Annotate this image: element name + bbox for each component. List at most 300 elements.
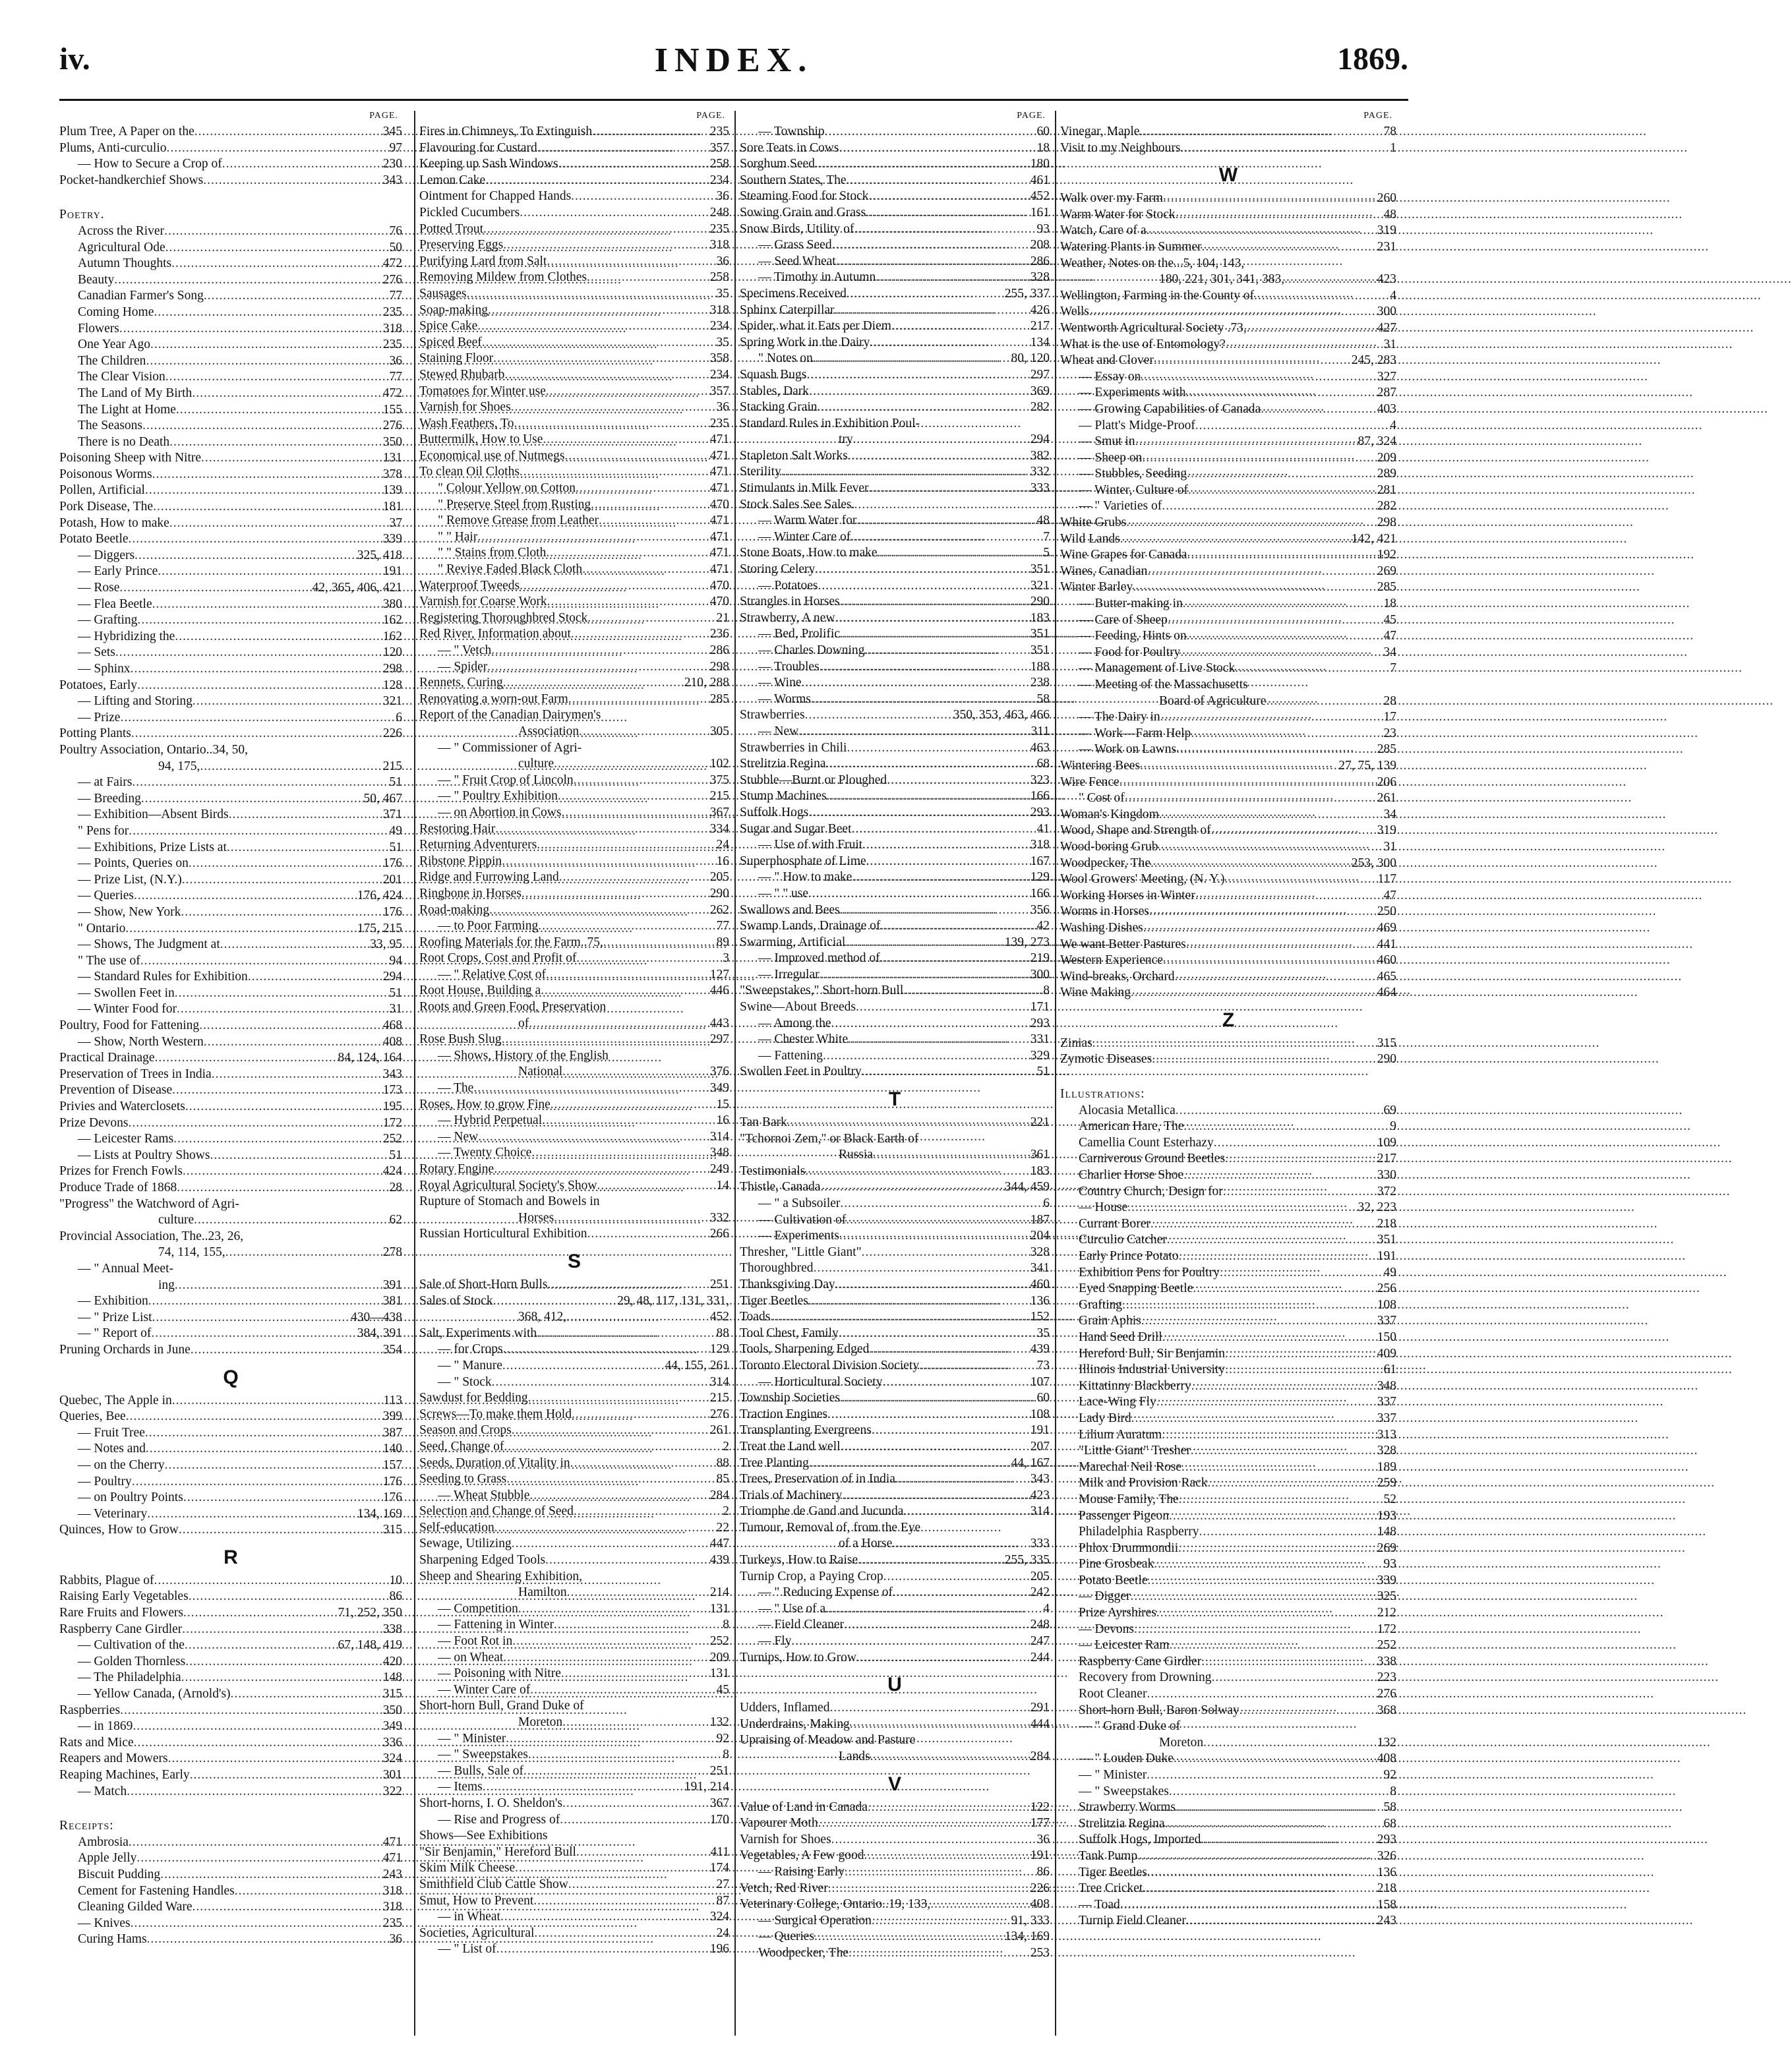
index-subentry xyxy=(419,1113,729,1129)
page-ref: 260 xyxy=(1377,191,1396,206)
entry-title: — Foot Rot in xyxy=(438,1634,513,1649)
index-subentry xyxy=(59,1719,402,1735)
leader-dots xyxy=(562,1796,707,1812)
entry-title: — Hybridizing the xyxy=(78,629,175,643)
section-letter: Q xyxy=(223,1366,239,1388)
entry-title: culture xyxy=(158,1213,194,1227)
index-entry xyxy=(740,1800,1050,1816)
index-entry xyxy=(740,1245,1050,1261)
page-ref: 368 xyxy=(1377,1703,1396,1717)
entry-title: Carniverous Ground Beetles xyxy=(1079,1152,1226,1166)
entry-title: — Bed, Prolific xyxy=(758,627,841,641)
leader-dots xyxy=(831,1016,1028,1032)
entry-title: Economical use of Nutmegs xyxy=(419,448,565,463)
index-entry xyxy=(740,821,1050,838)
leader-dots xyxy=(1159,807,1381,823)
leader-dots xyxy=(1169,1784,1387,1800)
index-subentry xyxy=(1060,612,1396,629)
index-entry xyxy=(419,1828,729,1844)
page-ref: 129 xyxy=(1030,870,1050,885)
page-ref: 382 xyxy=(1030,448,1050,463)
entry-title: Buttermilk, How to Use xyxy=(419,432,543,447)
index-subentry xyxy=(740,626,1050,643)
index-subentry xyxy=(740,1048,1050,1065)
entry-title: Eyed Snapping Beetle xyxy=(1079,1281,1193,1296)
entry-title: Tumour, Removal of, from the Eye xyxy=(740,1520,921,1535)
index-entry xyxy=(740,367,1050,384)
page-ref: 258 xyxy=(709,157,729,171)
entry-title: Upraising of Meadow and Pasture xyxy=(740,1733,916,1748)
index-entry xyxy=(740,1848,1050,1864)
index-subentry xyxy=(1060,1249,1396,1265)
leader-dots xyxy=(852,869,1027,886)
leader-dots xyxy=(839,140,1034,157)
entry-title: " Revive Faded Black Cloth xyxy=(438,562,583,577)
leader-dots xyxy=(808,805,1028,821)
index-entry xyxy=(740,562,1050,578)
index-entry xyxy=(419,351,729,367)
leader-dots xyxy=(1168,612,1381,629)
page-ref: 5 xyxy=(1043,546,1050,560)
index-entry xyxy=(1060,288,1396,305)
page-ref: 345 xyxy=(382,125,402,138)
entry-title: Rabbits, Plague of xyxy=(59,1573,154,1587)
entry-title: Prizes for French Fowls xyxy=(59,1164,183,1179)
leader-dots xyxy=(192,386,380,402)
leader-dots xyxy=(523,1763,707,1780)
leader-dots xyxy=(1131,985,1375,1001)
leader-dots xyxy=(851,529,1040,546)
page-ref: 58 xyxy=(1036,692,1050,706)
page-ref: 471 xyxy=(709,562,729,577)
entry-title: Sale of Short-Horn Bulls xyxy=(419,1277,548,1291)
leader-dots xyxy=(547,254,713,270)
page-ref: 215 xyxy=(382,759,402,773)
entry-title: Thanksgiving Day xyxy=(740,1277,835,1291)
index-subentry xyxy=(59,612,402,629)
index-group-heading xyxy=(59,1818,402,1835)
entry-title: Lady Bird xyxy=(1079,1411,1131,1425)
page-ref: 87, 324 xyxy=(1358,434,1396,449)
leader-dots xyxy=(494,1162,707,1178)
index-entry xyxy=(419,335,729,351)
page-ref: 78 xyxy=(1383,125,1396,138)
page-ref: 176, 424 xyxy=(357,889,402,903)
entry-title: Western Experience xyxy=(1060,953,1163,968)
leader-dots xyxy=(561,805,707,821)
leader-dots xyxy=(512,1634,707,1650)
leader-dots xyxy=(119,580,309,597)
entry-title: Pocket-handkerchief Shows xyxy=(59,173,204,187)
leader-dots xyxy=(866,854,1028,870)
entry-title: — Improved method of xyxy=(758,951,880,966)
page-ref: 148 xyxy=(382,1670,402,1685)
page-ref: 28 xyxy=(1383,693,1396,708)
leader-dots xyxy=(515,1860,707,1877)
entry-title: — Surgical Operation xyxy=(758,1913,872,1928)
leader-dots xyxy=(137,678,380,694)
entry-title: — House xyxy=(1079,1200,1128,1215)
leader-dots xyxy=(827,1407,1028,1423)
index-entry xyxy=(59,483,402,499)
entry-title: Illinois Industrial University xyxy=(1079,1363,1226,1377)
page-ref: 191 xyxy=(1377,1249,1396,1263)
leader-dots xyxy=(129,1115,380,1132)
entry-title: Wine Grapes for Canada xyxy=(1060,548,1187,562)
index-entry xyxy=(740,189,1050,205)
entry-title: Self-education xyxy=(419,1520,494,1535)
index-entry xyxy=(419,318,729,335)
index-entry xyxy=(740,999,1050,1016)
page-ref: 315 xyxy=(382,1523,402,1537)
index-subentry xyxy=(419,1634,729,1650)
leader-dots xyxy=(173,1131,380,1148)
entry-title: Pollen, Artificial xyxy=(59,483,145,498)
leader-dots xyxy=(571,189,713,205)
index-entry xyxy=(740,854,1050,870)
index-subentry xyxy=(1060,726,1396,742)
leader-dots xyxy=(1135,434,1356,450)
entry-title: — " Manure xyxy=(438,1358,502,1372)
entry-title: Camellia Count Esterhazy xyxy=(1079,1135,1214,1150)
index-entry xyxy=(59,467,402,483)
entry-title: Wentworth Agricultural Society .73, xyxy=(1060,320,1247,335)
entry-title: Testimonials xyxy=(740,1164,806,1178)
leader-dots xyxy=(858,1552,1002,1569)
leader-dots xyxy=(1162,1427,1375,1444)
entry-title: " The use of xyxy=(78,953,140,968)
index-subentry xyxy=(1060,1897,1396,1914)
entry-title: — New xyxy=(438,1129,479,1144)
leader-dots xyxy=(880,951,1028,967)
page-ref: 2 xyxy=(723,1439,729,1454)
index-entry xyxy=(59,1050,402,1067)
index-subentry xyxy=(59,1293,402,1310)
leader-dots xyxy=(491,643,707,659)
entry-title: Pork Disease, The xyxy=(59,500,154,514)
leader-dots xyxy=(1186,937,1375,953)
entry-title: Visit to my Neighbours xyxy=(1060,140,1181,155)
page-ref: 16 xyxy=(716,1113,729,1128)
leader-dots xyxy=(1131,1589,1375,1605)
entry-title: Triomphe de Gand and Jucunda xyxy=(740,1504,904,1519)
index-entry xyxy=(740,1115,1050,1131)
entry-title: Raspberries xyxy=(59,1703,121,1717)
page-ref: 314 xyxy=(709,1374,729,1389)
page-ref: 423 xyxy=(1377,272,1396,287)
index-subentry xyxy=(59,580,402,597)
leader-dots xyxy=(1175,969,1375,986)
leader-dots xyxy=(171,256,380,272)
entry-title: — Knives xyxy=(78,1916,131,1930)
index-entry xyxy=(740,1650,1050,1666)
index-continuation xyxy=(740,1749,1050,1765)
entry-title: Rats and Mice xyxy=(59,1735,134,1750)
entry-title: Sore Teats in Cows xyxy=(740,140,839,155)
leader-dots xyxy=(1165,1816,1381,1833)
page-ref: 27, 75, 139 xyxy=(1338,758,1396,773)
entry-title: Salt, Experiments with xyxy=(419,1326,537,1340)
page-ref: 251 xyxy=(709,1277,729,1291)
index-subentry xyxy=(1060,1816,1396,1833)
entry-title: Warm Water for Stock xyxy=(1060,207,1176,221)
index-entry xyxy=(419,416,729,432)
index-subentry xyxy=(59,321,402,338)
leader-dots xyxy=(801,675,1027,692)
index-subentry xyxy=(1060,596,1396,612)
entry-title: — on the Cherry xyxy=(78,1458,165,1472)
leader-dots xyxy=(530,1682,713,1699)
entry-title: " Colour Yellow on Cotton xyxy=(438,481,576,496)
entry-title: We want Better Pastures xyxy=(1060,937,1186,951)
page-ref: 132 xyxy=(1377,1735,1396,1750)
section-letter: V xyxy=(887,1773,901,1795)
index-subentry xyxy=(1060,434,1396,450)
page-ref: 350 xyxy=(382,1703,402,1717)
index-subentry xyxy=(740,1913,1050,1929)
entry-title: Vegetables, A Few good xyxy=(740,1848,864,1863)
leader-dots xyxy=(467,286,714,303)
leader-dots xyxy=(1208,1475,1375,1492)
index-subentry xyxy=(59,872,402,889)
leader-dots xyxy=(582,562,707,578)
leader-dots xyxy=(477,529,707,546)
entry-title: Turnip Crop, a Paying Crop xyxy=(740,1569,883,1583)
section-letter: T xyxy=(888,1088,901,1111)
entry-title: Roses, How to grow Fine xyxy=(419,1097,551,1111)
index-entry xyxy=(740,756,1050,773)
entry-title: — Queries xyxy=(78,889,134,903)
page-ref: 29, 48, 117, 131, 331, xyxy=(617,1293,729,1308)
page-ref: 69 xyxy=(1383,1103,1396,1117)
entry-title: Sewage, Utilizing xyxy=(419,1537,512,1551)
page-ref: 313 xyxy=(1377,1427,1396,1442)
leader-dots xyxy=(1149,904,1375,920)
index-entry xyxy=(419,1423,729,1439)
page-ref: 321 xyxy=(1030,578,1050,593)
leader-dots xyxy=(787,1115,1028,1131)
entry-title: Seeds, Duration of Vitality in xyxy=(419,1456,570,1470)
index-subentry xyxy=(740,1212,1050,1229)
leader-dots xyxy=(846,1212,1028,1229)
page-ref: 319 xyxy=(1377,823,1396,838)
leader-dots xyxy=(137,612,380,629)
index-subentry xyxy=(1060,1848,1396,1865)
page-ref: 152 xyxy=(1030,1310,1050,1324)
leader-dots xyxy=(798,724,1028,740)
page-ref: 465 xyxy=(1377,969,1396,984)
index-subentry xyxy=(1060,401,1396,418)
leader-dots xyxy=(1147,1865,1375,1881)
entry-title: What is the use of Entomology? xyxy=(1060,337,1226,351)
entry-title: Sugar and Sugar Beet xyxy=(740,821,852,836)
index-subentry xyxy=(740,1864,1050,1881)
leader-dots xyxy=(597,1178,713,1194)
page-ref: 191, 214 xyxy=(684,1780,729,1794)
page-ref: 92 xyxy=(716,1731,729,1746)
index-subentry xyxy=(59,661,402,678)
page-ref: 258 xyxy=(709,270,729,285)
index-entry xyxy=(419,448,729,465)
page-ref: 51 xyxy=(1036,1065,1050,1079)
leader-dots xyxy=(848,448,1028,465)
index-entry xyxy=(59,173,402,189)
page-ref: 41 xyxy=(1036,821,1050,836)
page-ref: 293 xyxy=(1377,1833,1396,1847)
index-subentry xyxy=(1060,483,1396,499)
entry-title: — Swollen Feet in xyxy=(78,986,175,1000)
index-subentry xyxy=(419,1080,729,1097)
page-ref: 321 xyxy=(382,694,402,709)
index-entry xyxy=(740,1277,1050,1293)
leader-dots xyxy=(852,821,1034,838)
index-subentry xyxy=(59,629,402,645)
entry-title: Toronto Electoral Division Society xyxy=(740,1358,920,1372)
page-ref: 218 xyxy=(1377,1881,1396,1896)
page-ref: 35 xyxy=(716,335,729,349)
leader-dots xyxy=(145,483,380,499)
leader-dots xyxy=(537,837,713,854)
index-entry xyxy=(419,1844,729,1861)
leader-dots xyxy=(528,1747,720,1763)
index-entry xyxy=(740,1164,1050,1180)
entry-title: — " Relative Cost of xyxy=(438,967,546,982)
index-subentry xyxy=(59,693,402,710)
entry-title: — Fattening xyxy=(758,1048,823,1063)
index-subentry xyxy=(1060,1135,1396,1152)
index-entry xyxy=(740,1832,1050,1848)
index-subentry xyxy=(419,659,729,676)
page-ref: 472 xyxy=(382,386,402,400)
entry-title: Lilium Auratum xyxy=(1079,1427,1162,1442)
leader-dots xyxy=(818,1815,1028,1832)
page-ref: 31 xyxy=(1383,839,1396,854)
leader-dots xyxy=(826,756,1034,773)
page-ref: 234 xyxy=(709,319,729,334)
index-subentry xyxy=(1060,645,1396,661)
page-ref: 7 xyxy=(1043,529,1050,544)
index-subentry xyxy=(740,254,1050,270)
index-continuation xyxy=(1060,693,1396,710)
page-ref: 243 xyxy=(1377,1914,1396,1928)
entry-title: — " Annual Meet- xyxy=(78,1261,173,1276)
leader-dots xyxy=(546,967,707,984)
leader-dots xyxy=(813,351,1009,367)
leader-dots xyxy=(892,1536,1028,1552)
page-number: iv. xyxy=(59,42,90,76)
index-subentry xyxy=(1060,1767,1396,1784)
page-header xyxy=(59,41,1408,87)
entry-title: Transplanting Evergreens xyxy=(740,1423,872,1438)
page-ref: 22 xyxy=(716,1520,729,1535)
index-entry xyxy=(1060,823,1396,839)
index-subentry xyxy=(1060,1865,1396,1881)
entry-title: — Items xyxy=(438,1780,483,1794)
index-subentry xyxy=(1060,1654,1396,1670)
entry-title: Tiger Beetles xyxy=(740,1293,808,1308)
entry-title: Lands xyxy=(839,1750,870,1763)
entry-title: — Winter Care of xyxy=(438,1682,531,1697)
index-entry xyxy=(1060,871,1396,888)
index-entry xyxy=(419,464,729,481)
entry-title: Suffolk Hogs, Imported xyxy=(1079,1833,1201,1847)
entry-title: — Troubles xyxy=(758,659,820,674)
leader-dots xyxy=(168,1751,380,1767)
leader-dots xyxy=(146,1441,380,1458)
entry-title: Walk over my Farm xyxy=(1060,191,1164,206)
index-entry xyxy=(740,610,1050,627)
entry-title: — " Report of xyxy=(78,1326,152,1341)
entry-title: Illustrations: xyxy=(1060,1087,1145,1102)
entry-title: Watch, Care of a xyxy=(1060,223,1147,238)
index-entry xyxy=(59,1573,402,1589)
entry-title: Underdrains, Making xyxy=(740,1717,850,1731)
index-entry xyxy=(740,384,1050,400)
leader-dots xyxy=(125,921,354,937)
entry-title: — Breeding xyxy=(78,791,141,806)
entry-title: Stables, Dark xyxy=(740,384,810,398)
section-letter: S xyxy=(567,1250,581,1272)
entry-title: — Stubbles, Seeding xyxy=(1079,467,1187,481)
leader-dots xyxy=(831,1832,1034,1848)
entry-title: Wells xyxy=(1060,305,1089,319)
entry-title: Wines, Canadian xyxy=(1060,564,1148,578)
leader-dots xyxy=(814,1260,1028,1277)
page-ref: 58 xyxy=(1383,1800,1396,1815)
leader-dots xyxy=(179,1522,380,1539)
index-subentry xyxy=(1060,1913,1396,1929)
leader-dots xyxy=(903,1504,1027,1520)
entry-title: Preserving Eggs xyxy=(419,238,504,252)
entry-title: Milk and Provision Rack xyxy=(1079,1476,1208,1490)
leader-dots xyxy=(818,399,1028,416)
entry-title: — Bulls, Sale of xyxy=(438,1763,523,1778)
index-entry xyxy=(419,692,729,708)
entry-title: Lemon Cake xyxy=(419,173,486,187)
entry-title: Trees, Preservation of in India xyxy=(740,1472,895,1487)
index-entry xyxy=(1060,807,1396,823)
leader-dots xyxy=(1284,272,1375,288)
page-ref: 358 xyxy=(709,351,729,366)
entry-title: Season and Crops xyxy=(419,1423,512,1438)
entry-title: Swollen Feet in Poultry xyxy=(740,1065,862,1079)
entry-title: "Sweepstakes," Short-horn Bull xyxy=(740,984,904,998)
entry-title: Potted Trout xyxy=(419,221,483,236)
leader-dots xyxy=(1183,596,1381,612)
page-ref: 325, 418 xyxy=(357,548,402,562)
entry-title: Short-horns, I. O. Sheldon's xyxy=(419,1796,562,1810)
leader-dots xyxy=(1141,1313,1375,1330)
page-ref: 348 xyxy=(1377,1378,1396,1393)
leader-dots xyxy=(482,335,714,351)
page-ref: 48 xyxy=(1383,207,1396,221)
leader-dots xyxy=(848,1032,1028,1048)
entry-title: " Preserve Steel from Rusting xyxy=(438,497,591,512)
entry-title: — " Minister xyxy=(438,1731,506,1746)
page-ref: 253, 300 xyxy=(1351,856,1396,870)
page-ref: 209 xyxy=(709,1650,729,1664)
page-ref: 157 xyxy=(382,1458,402,1472)
page-ref: 28 xyxy=(389,1181,402,1194)
page-ref: 408 xyxy=(1377,1752,1396,1766)
entry-title: Wellington, Farming in the County of xyxy=(1060,288,1255,303)
leader-dots xyxy=(862,1245,1028,1261)
index-subentry xyxy=(59,1001,402,1018)
entry-title: Russian Horticultural Exhibition xyxy=(419,1227,587,1241)
page-ref: 18 xyxy=(1383,597,1396,611)
page-ref: 238 xyxy=(1030,676,1050,690)
leader-dots xyxy=(1224,871,1375,888)
